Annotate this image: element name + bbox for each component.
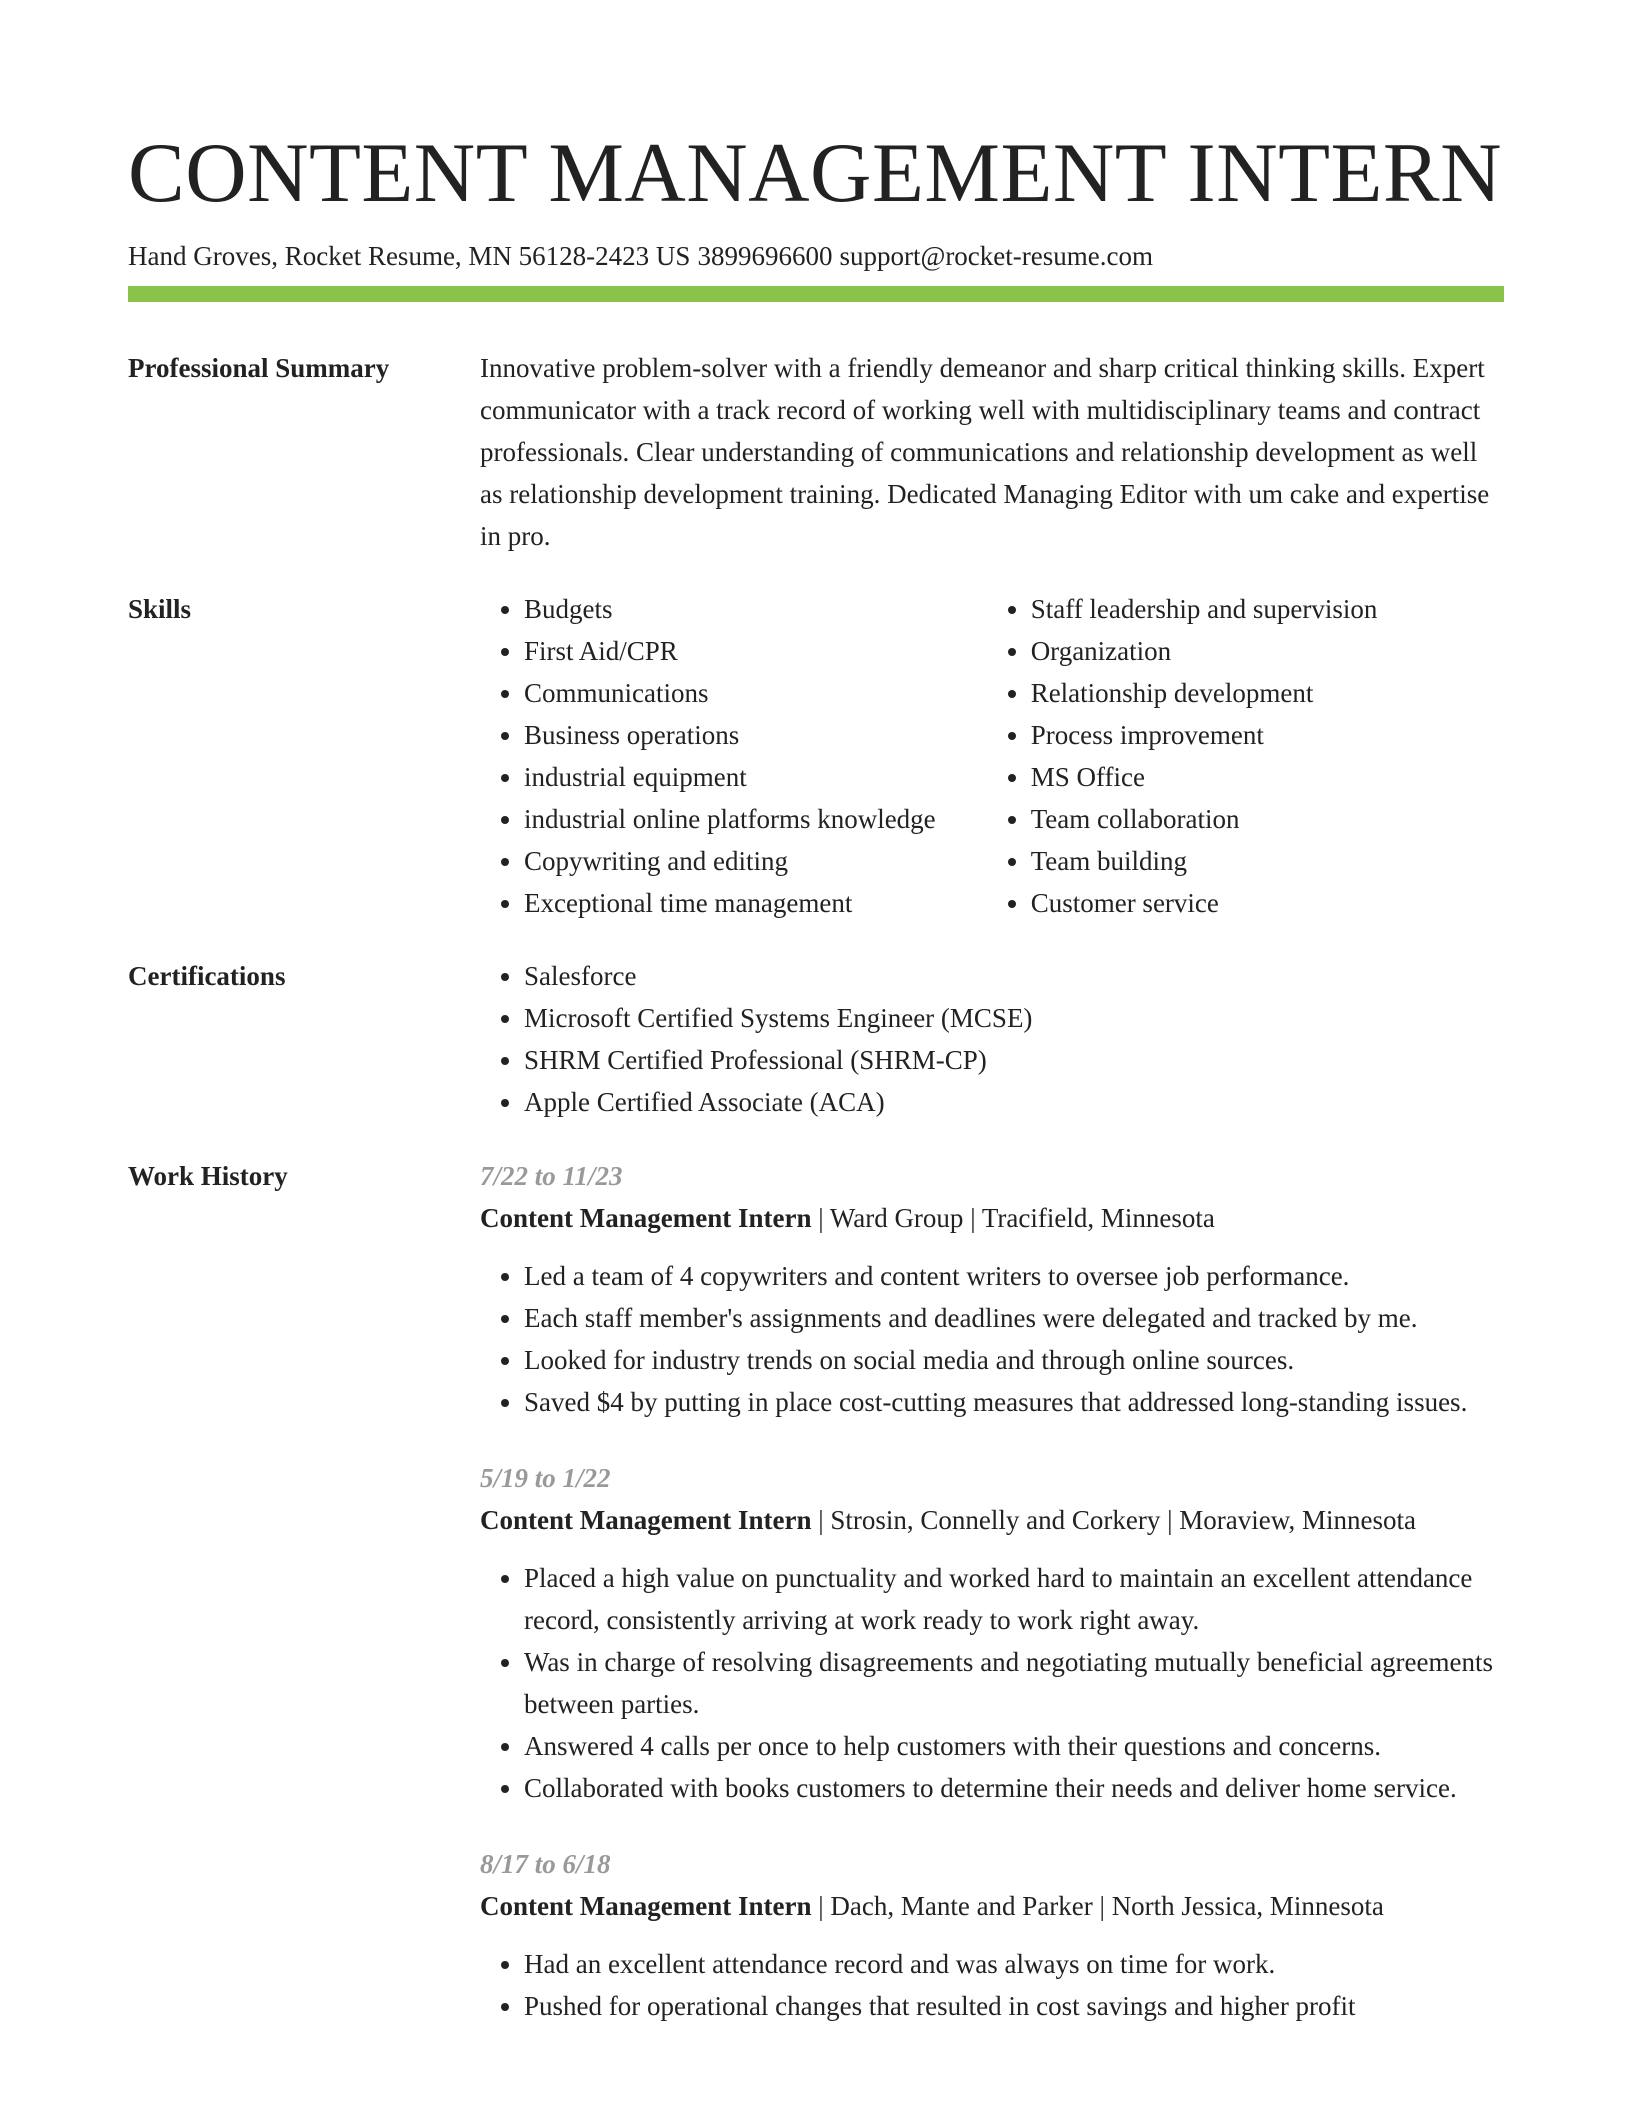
certification-item: • SHRM Certified Professional (SHRM-CP): [524, 1039, 1504, 1081]
job-location: North Jessica, Minnesota: [1111, 1891, 1384, 1921]
resume-header: [128, 118, 1504, 274]
job-bullet: • Each staff member's assignments and deadlines were delegated and tracked by me.: [524, 1297, 1504, 1339]
job-title-line: Content Management Intern | Strosin, Connelly and Corkery | Moraview, Minnesota: [480, 1505, 1416, 1535]
contact-phone: 3899696600: [697, 241, 833, 271]
job-bullet: • Pushed for operational changes that resulted in cost savings and higher profit: [524, 1985, 1504, 2027]
job-role: Content Management Intern: [480, 1891, 812, 1921]
job-entry: [480, 1155, 1504, 1423]
job-dates: 7/22 to 11/23: [480, 1161, 623, 1191]
job-bullet: • Placed a high value on punctuality and worked hard to maintain an excellent attendance record, consistently arriving at work ready to work right away.: [524, 1557, 1504, 1641]
job-bullets: [480, 1255, 1504, 1423]
contact-address: Hand Groves, Rocket Resume, MN 56128-2423 US: [128, 241, 691, 271]
job-dates: 5/19 to 1/22: [480, 1463, 611, 1493]
job-bullet: • Had an excellent attendance record and was always on time for work.: [524, 1943, 1504, 1985]
certification-item: • Microsoft Certified Systems Engineer (MCSE): [524, 997, 1504, 1039]
job-company: Dach, Mante and Parker: [830, 1891, 1093, 1921]
job-bullets: [480, 1943, 1504, 2027]
job-role: Content Management Intern: [480, 1505, 812, 1535]
certification-item: • Salesforce: [524, 955, 1504, 997]
summary-text: Innovative problem-solver with a friendly demeanor and sharp critical thinking skills. Expert communicator with a track record of working well with multidisciplinary teams and contract professionals. Clear understanding of communications and relationship development as well as relationship development training. Dedicated Managing Editor with um cake and expertise in pro.: [480, 353, 1490, 551]
summary-heading: Professional Summary: [128, 353, 390, 383]
skill-item: • Process improvement: [1031, 714, 1504, 756]
skill-item: • Exceptional time management: [524, 882, 943, 924]
job-bullet: • Was in charge of resolving disagreements and negotiating mutually beneficial agreements between parties.: [524, 1641, 1504, 1725]
skills-list-left: [480, 588, 943, 924]
job-bullet: • Looked for industry trends on social media and through online sources.: [524, 1339, 1504, 1381]
skill-item: • Communications: [524, 672, 943, 714]
skill-item: • First Aid/CPR: [524, 630, 943, 672]
job-location: Moraview, Minnesota: [1179, 1505, 1416, 1535]
skill-item: • Organization: [1031, 630, 1504, 672]
skill-item: • Relationship development: [1031, 672, 1504, 714]
certification-item: • Apple Certified Associate (ACA): [524, 1081, 1504, 1123]
job-title-line: Content Management Intern | Dach, Mante and Parker | North Jessica, Minnesota: [480, 1891, 1384, 1921]
job-company: Strosin, Connelly and Corkery: [830, 1505, 1161, 1535]
work-history-heading: Work History: [128, 1161, 288, 1191]
job-dates: 8/17 to 6/18: [480, 1849, 611, 1879]
certifications-heading: Certifications: [128, 961, 286, 991]
job-location: Tracifield, Minnesota: [981, 1203, 1215, 1233]
skill-item: • Team building: [1031, 840, 1504, 882]
skill-item: • Staff leadership and supervision: [1031, 588, 1504, 630]
job-title-line: Content Management Intern | Ward Group | Tracifield, Minnesota: [480, 1203, 1215, 1233]
skill-item: • Customer service: [1031, 882, 1504, 924]
contact-email[interactable]: support@rocket-resume.com: [839, 241, 1153, 271]
skill-item: • MS Office: [1031, 756, 1504, 798]
job-entry: [480, 1843, 1504, 2027]
skills-heading: Skills: [128, 594, 192, 624]
job-bullet: • Collaborated with books customers to determine their needs and deliver home service.: [524, 1767, 1504, 1809]
job-bullets: [480, 1557, 1504, 1809]
certifications-list: [480, 955, 1504, 1123]
contact-line: [128, 238, 1504, 274]
skill-item: • industrial equipment: [524, 756, 943, 798]
skill-item: • Team collaboration: [1031, 798, 1504, 840]
skill-item: • Budgets: [524, 588, 943, 630]
skill-item: • Copywriting and editing: [524, 840, 943, 882]
job-bullet: • Saved $4 by putting in place cost-cutting measures that addressed long-standing issues.: [524, 1381, 1504, 1423]
skills-list-right: [987, 588, 1504, 924]
job-bullet: • Led a team of 4 copywriters and content writers to oversee job performance.: [524, 1255, 1504, 1297]
skill-item: • Business operations: [524, 714, 943, 756]
skill-item: • industrial online platforms knowledge: [524, 798, 943, 840]
job-company: Ward Group: [829, 1203, 964, 1233]
job-bullet: • Answered 4 calls per once to help customers with their questions and concerns.: [524, 1725, 1504, 1767]
job-entry: [480, 1457, 1504, 1809]
page-title: CONTENT MANAGEMENT INTERN: [128, 126, 1502, 220]
job-role: Content Management Intern: [480, 1203, 812, 1233]
header-divider: [128, 286, 1504, 302]
